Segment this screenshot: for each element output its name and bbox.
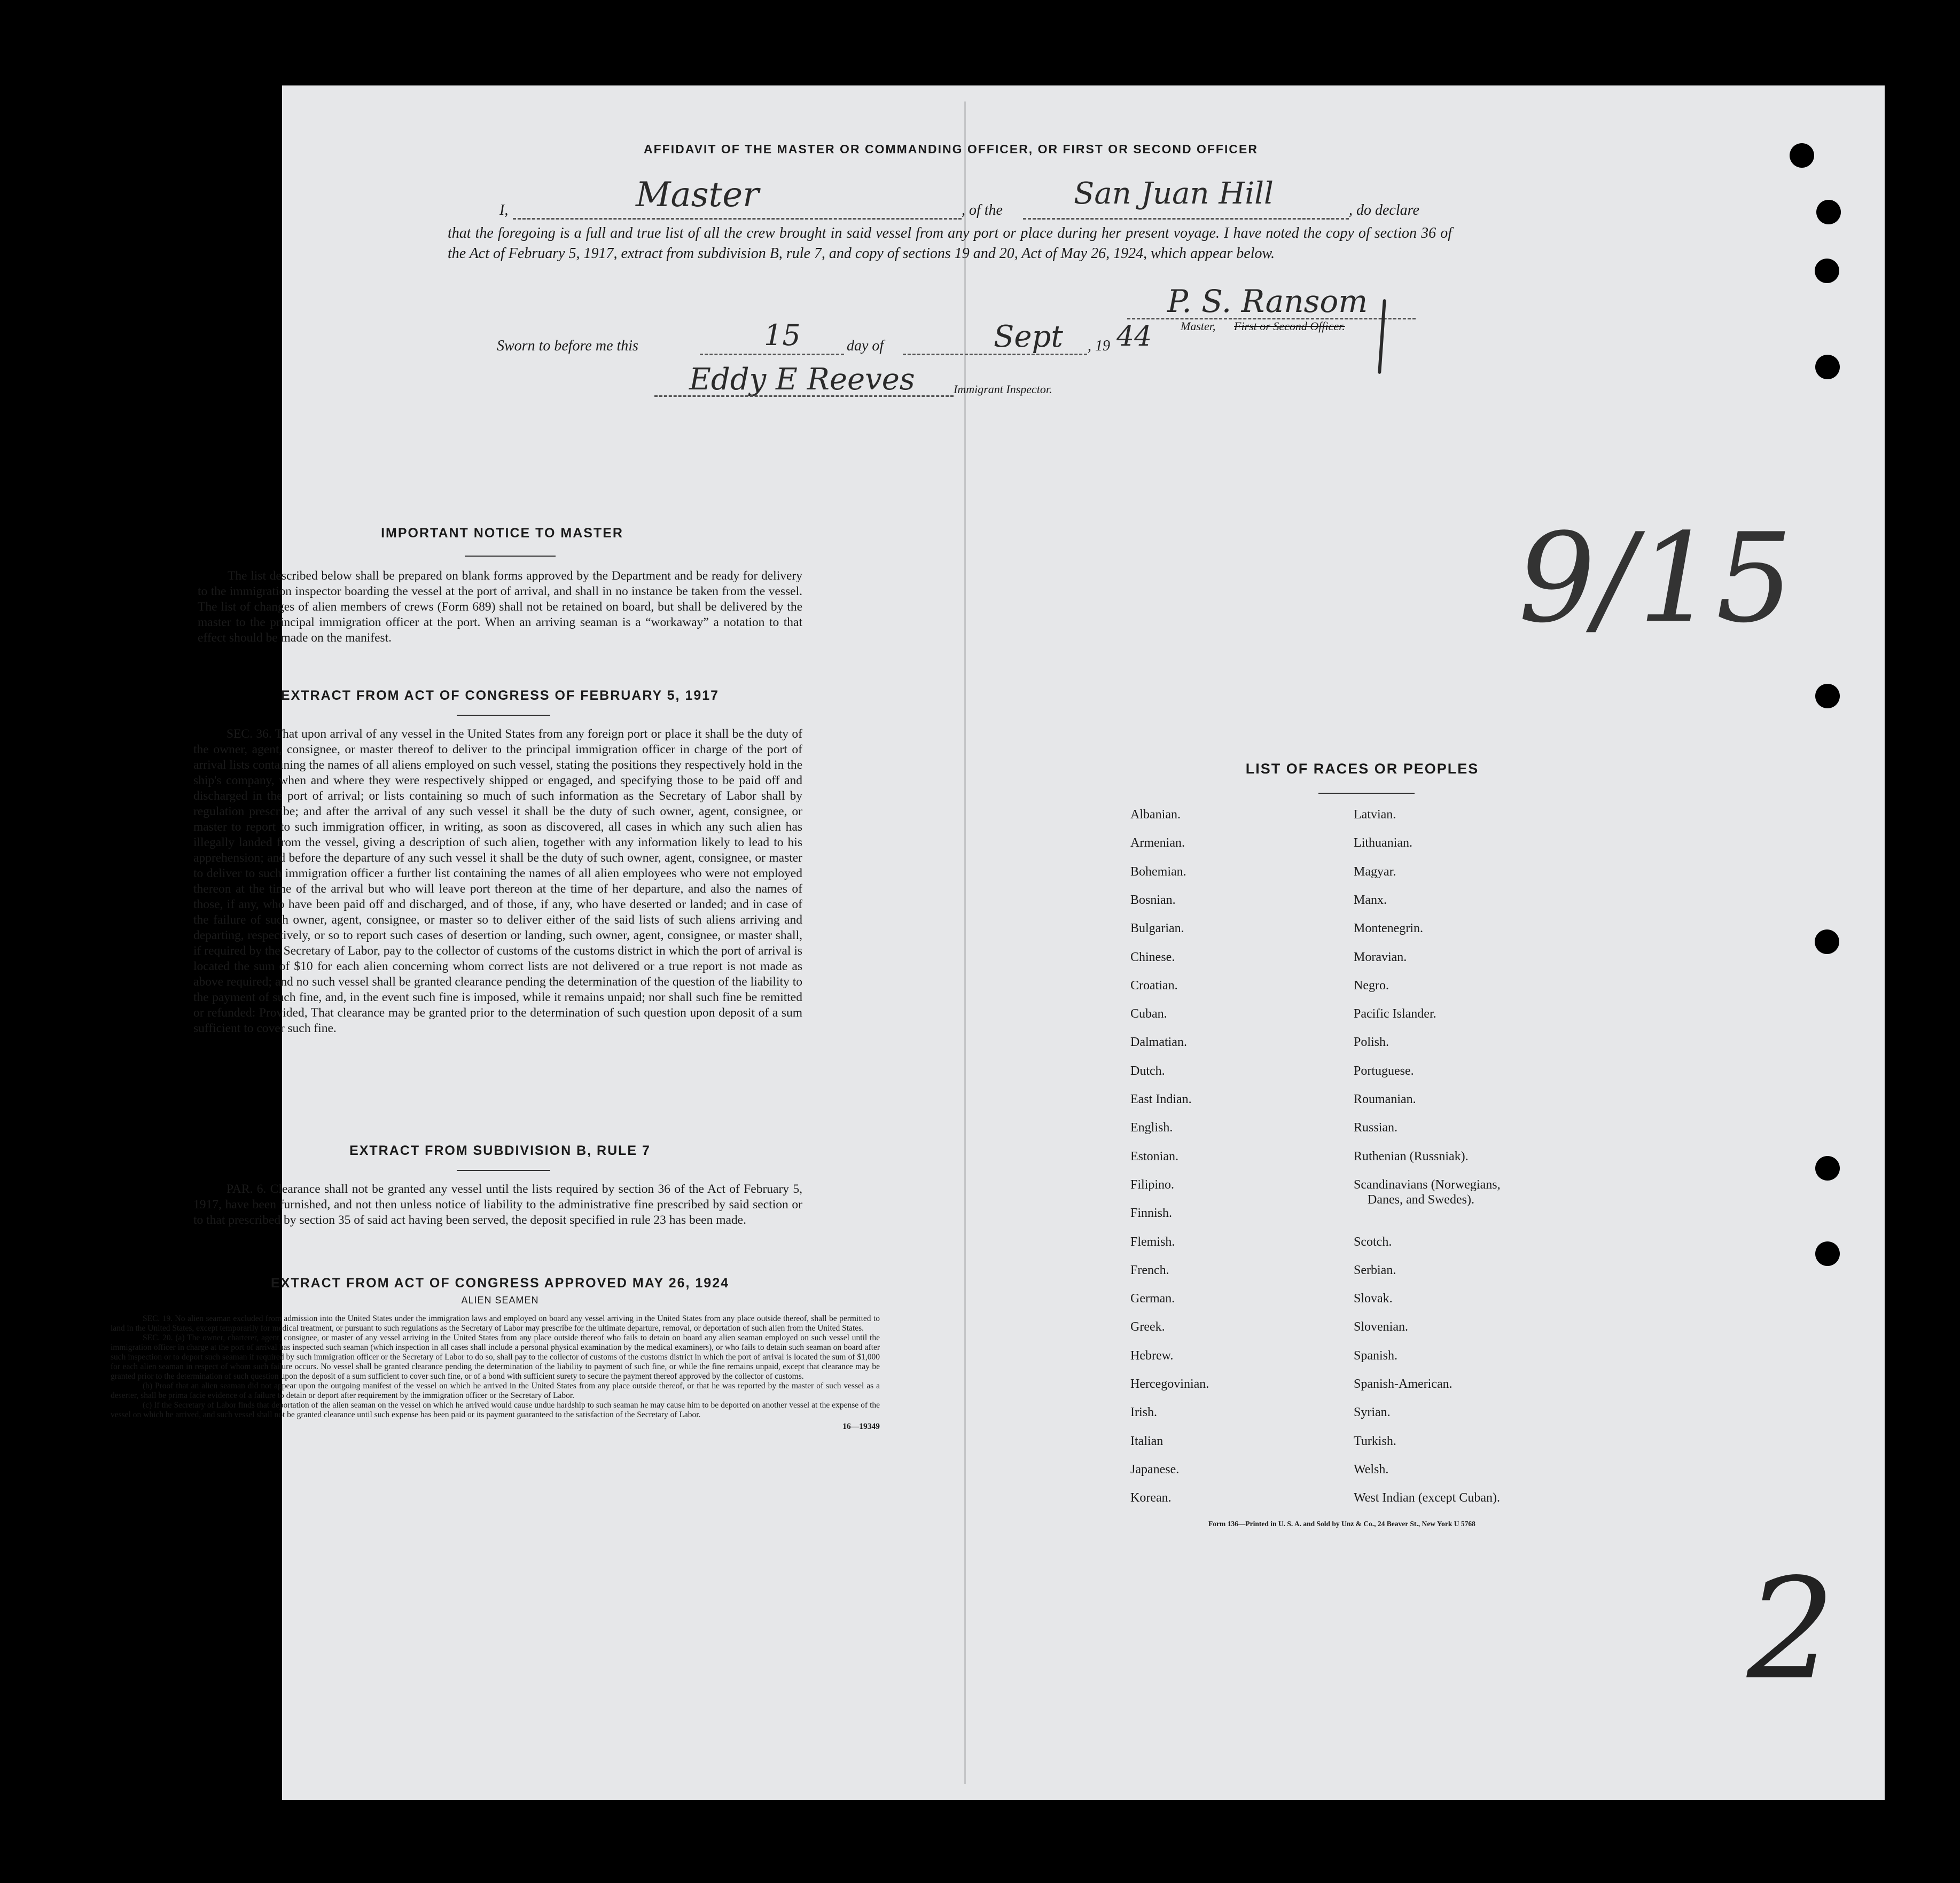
notice-title: IMPORTANT NOTICE TO MASTER	[381, 526, 623, 541]
race-item: Russian.	[1354, 1121, 1398, 1135]
race-item: Hebrew.	[1130, 1348, 1174, 1363]
race-item: English.	[1130, 1121, 1173, 1135]
race-item: Greek.	[1130, 1320, 1165, 1334]
race-item: Scotch.	[1354, 1235, 1392, 1249]
race-item: German.	[1130, 1292, 1175, 1306]
punch-hole	[1815, 1156, 1840, 1181]
race-item: Negro.	[1354, 978, 1389, 993]
race-item: Latvian.	[1354, 808, 1396, 822]
race-item: Bohemian.	[1130, 864, 1186, 879]
vessel-line	[1023, 218, 1349, 220]
extract-1924-sections	[111, 1314, 880, 1432]
extract-rule7-title: EXTRACT FROM SUBDIVISION B, RULE 7	[349, 1143, 651, 1158]
sec-19: SEC. 19. No alien seaman excluded from admission into the United States under the immigration laws and employed on board any vessel arriving in the United States from any place outside thereof, shall be permitted to land in the United States, except temporarily for medical treatment, or pursuant to such regulations as the Secretary of Labor may prescribe for the ultimate departure, removal, or deportation of such alien from the United States.	[111, 1314, 880, 1333]
inspector-line	[654, 395, 954, 397]
inspector-signature: Eddy E Reeves	[689, 362, 915, 397]
race-item: Filipino.	[1130, 1177, 1175, 1192]
race-item: Armenian.	[1130, 836, 1185, 850]
punch-hole	[1816, 200, 1841, 224]
page-mark-handwritten: 2	[1747, 1549, 1836, 1710]
sec-20b: (b) Proof that an alien seaman did not appear upon the outgoing manifest of the vessel on which he arrived in the United States from any place outside thereof, or that he was reported by the master of such vessel as a deserter, shall be prima facie evidence of a failure to detain or deport after requirement by the immigration officer or the Secretary of Labor.	[111, 1381, 880, 1400]
race-item-continuation: Danes, and Swedes).	[1368, 1192, 1474, 1207]
declare-label: , do declare	[1349, 202, 1419, 218]
extract-rule7-body: PAR. 6. Clearance shall not be granted any vessel until the lists required by section 36 of the Act of February 5, 1917, have been furnished, and not then unless notice of liability to the administrative fine prescribed by said section or to that prescribed by section 35 of said act having been served, the deposit specified in rule 23 has been made.	[193, 1182, 802, 1227]
vessel-handwritten: San Juan Hill	[1074, 176, 1274, 211]
affidavit-body: that the foregoing is a full and true list of all the crew brought in said vessel from any port or place during her present voyage. I have noted the copy of section 36 of the Act of February 5, 1917, extract from subdivision B, rule 7, and copy of sections 19 and 20, Act of May 26, 1924, which appear below.	[448, 225, 1452, 262]
race-item: Spanish-American.	[1354, 1377, 1453, 1391]
race-item: Italian	[1130, 1434, 1163, 1448]
race-item: Ruthenian (Russniak).	[1354, 1149, 1469, 1163]
race-item: Magyar.	[1354, 864, 1396, 879]
race-item: Manx.	[1354, 893, 1387, 907]
master-line	[513, 218, 962, 220]
race-item: Bulgarian.	[1130, 921, 1184, 936]
race-item: Montenegrin.	[1354, 921, 1423, 936]
affidavit-title: AFFIDAVIT OF THE MASTER OR COMMANDING OFFICER, OR FIRST OR SECOND OFFICER	[644, 142, 1258, 156]
race-item: Dalmatian.	[1130, 1035, 1187, 1050]
race-item: Polish.	[1354, 1035, 1389, 1050]
extract-1917-rule	[457, 715, 550, 716]
extract-rule7-rule	[457, 1170, 550, 1171]
race-item: Serbian.	[1354, 1263, 1396, 1277]
year-label: , 19	[1088, 338, 1110, 354]
race-item: Bosnian.	[1130, 893, 1176, 907]
race-item: Finnish.	[1130, 1206, 1173, 1221]
sec-20a: SEC. 20. (a) The owner, charterer, agent, consignee, or master of any vessel arriving in the United States from any place outside thereof who fails to detain on board any alien seaman employed on such vessel until the immigration officer in charge at the port of arrival has inspected such seaman (which inspection in all cases shall include a personal physical examination by the medical examiners), or who fails to detain such seaman on board after such inspection or to deport such seaman if required by such immigration officer or the Secretary of Labor to do so, shall pay to the collector of customs of the customs district in which the port of arrival is located the sum of $1,000 for each alien seaman in respect of whom such failure occurs. No vessel shall be granted clearance pending the determination of the liability to payment of such fine, or while the fine remains unpaid, except that clearance may be granted prior to the determination of such question upon the deposit of a sum sufficient to cover such fine, or of a bond with sufficient surety to secure the payment thereof approved by the collector of customs.	[111, 1333, 880, 1381]
sec-20c: (c) If the Secretary of Labor finds that deportation of the alien seaman on the vessel on which he arrived would cause undue hardship to such seaman he may cause him to be deported on another vessel at the expense of the vessel on which he arrived, and such vessel shall not be granted clearance until such expense has been paid or its payment guaranteed to the satisfaction of the Secretary of Labor.	[111, 1401, 880, 1419]
race-item: Flemish.	[1130, 1235, 1175, 1249]
extract-1924-title: EXTRACT FROM ACT OF CONGRESS APPROVED MAY 26, 1924	[270, 1276, 730, 1291]
punch-hole	[1815, 259, 1839, 283]
race-item: Estonian.	[1130, 1149, 1178, 1163]
master-handwritten: Master	[636, 175, 759, 215]
affidavit-pronoun: I,	[499, 202, 509, 218]
race-item: Albanian.	[1130, 808, 1181, 822]
punch-hole	[1815, 355, 1840, 379]
race-item: Turkish.	[1354, 1434, 1396, 1448]
race-item: East Indian.	[1130, 1092, 1192, 1106]
race-item: Welsh.	[1354, 1462, 1389, 1476]
race-item: Lithuanian.	[1354, 836, 1412, 850]
notice-body: The list described below shall be prepared on blank forms approved by the Department and be ready for delivery to the immigration inspector boarding the vessel at the port of arrival, and shall in no instance be taken from the vessel. The list of changes of alien members of crews (Form 689) shall not be retained on board, but shall be delivered by the master to the principal immigration officer at the port. When an arriving seaman is a “workaway” a notation to that effect should be made on the manifest.	[198, 569, 802, 645]
extract-1917-body: SEC. 36. That upon arrival of any vessel in the United States from any foreign port or place it shall be the duty of the owner, agent, consignee, or master thereof to deliver to the principal immigration officer in charge of the port of arrival lists containing the names of all aliens employed on such vessel, stating the positions they respectively hold in the ship's company, when and where they were respectively shipped or engaged, and specifying those to be paid off and discharged in the port of arrival; or lists containing so much of such information as the Secretary of Labor shall by regulation prescribe; and after the arrival of any such vessel it shall be the duty of such owner, agent, consignee, or master to report to such immigration officer, in writing, as soon as discovered, all cases in which any such alien has illegally landed from the vessel, giving a description of such alien, together with any information likely to lead to his apprehension; and before the departure of any such vessel it shall be the duty of such owner, agent, consignee, or master to deliver to such immigration officer a further list containing the names of all alien employees who were not employed thereon at the time of the arrival but who will leave port thereon at the time of her departure, and also the names of those, if any, who have been paid off and discharged, and of those, if any, who have deserted or landed; and in case of the failure of such owner, agent, consignee, or master so to deliver either of the said lists of such aliens arriving and departing, respectively, or so to report such cases of desertion or landing, such owner, agent, consignee, or master shall, if required by the Secretary of Labor, pay to the collector of customs of the customs district in which the port of arrival is located the sum of $10 for each alien concerning whom correct lists are not delivered or a true report is not made as above required; and no such vessel shall be granted clearance pending the determination of the question of the liability to the payment of such fine, and, in the event such fine is imposed, while it remains unpaid; nor shall such fine be remitted or refunded: Provided, That clearance may be granted prior to the determination of such question upon deposit of a sum sufficient to cover such fine.	[193, 727, 802, 1035]
race-item: Scandinavians (Norwegians,	[1354, 1177, 1501, 1192]
punch-hole	[1815, 684, 1840, 708]
master-signature: P. S. Ransom	[1167, 283, 1368, 319]
notice-rule	[465, 556, 556, 557]
form-code: 16—19349	[842, 1422, 880, 1431]
race-item: Syrian.	[1354, 1405, 1391, 1420]
form-footer: Form 136—Printed in U. S. A. and Sold by Unz & Co., 24 Beaver St., New York U 5768	[1208, 1520, 1475, 1528]
punch-hole	[1815, 1241, 1840, 1266]
sworn-label: Sworn to before me this	[497, 338, 638, 354]
races-rule	[1318, 793, 1415, 794]
race-item: Korean.	[1130, 1491, 1172, 1505]
race-item: West Indian (except Cuban).	[1354, 1491, 1500, 1505]
race-item: Chinese.	[1130, 950, 1175, 964]
race-item: Dutch.	[1130, 1064, 1165, 1078]
race-item: Portuguese.	[1354, 1064, 1414, 1078]
day-line	[700, 354, 844, 355]
race-item: Pacific Islander.	[1354, 1007, 1436, 1021]
race-item: Croatian.	[1130, 978, 1178, 993]
race-item: Irish.	[1130, 1405, 1157, 1420]
race-item: Moravian.	[1354, 950, 1407, 964]
struck-officer-label: First or Second Officer.	[1234, 319, 1345, 333]
races-title: LIST OF RACES OR PEOPLES	[1245, 761, 1479, 777]
race-item: Spanish.	[1354, 1348, 1398, 1363]
race-item: Roumanian.	[1354, 1092, 1416, 1106]
day-handwritten: 15	[764, 318, 801, 352]
date-note-handwritten: 9/15	[1504, 507, 1806, 650]
punch-hole	[1790, 143, 1814, 168]
of-the-label: , of the	[962, 202, 1003, 218]
year-handwritten: 44	[1116, 321, 1152, 353]
punch-hole	[1815, 929, 1839, 954]
master-label: Master,	[1181, 319, 1216, 333]
day-of-label: day of	[847, 338, 884, 354]
race-item: Hercegovinian.	[1130, 1377, 1209, 1391]
race-item: Slovenian.	[1354, 1320, 1408, 1334]
race-item: Japanese.	[1130, 1462, 1180, 1476]
race-item: Cuban.	[1130, 1007, 1167, 1021]
race-item: French.	[1130, 1263, 1169, 1277]
extract-1924-subtitle: ALIEN SEAMEN	[461, 1295, 539, 1306]
inspector-label: Immigrant Inspector.	[954, 382, 1052, 396]
extract-1917-title: EXTRACT FROM ACT OF CONGRESS OF FEBRUARY 5, 1917	[280, 688, 720, 703]
race-item: Slovak.	[1354, 1292, 1393, 1306]
month-handwritten: Sept	[994, 319, 1063, 354]
